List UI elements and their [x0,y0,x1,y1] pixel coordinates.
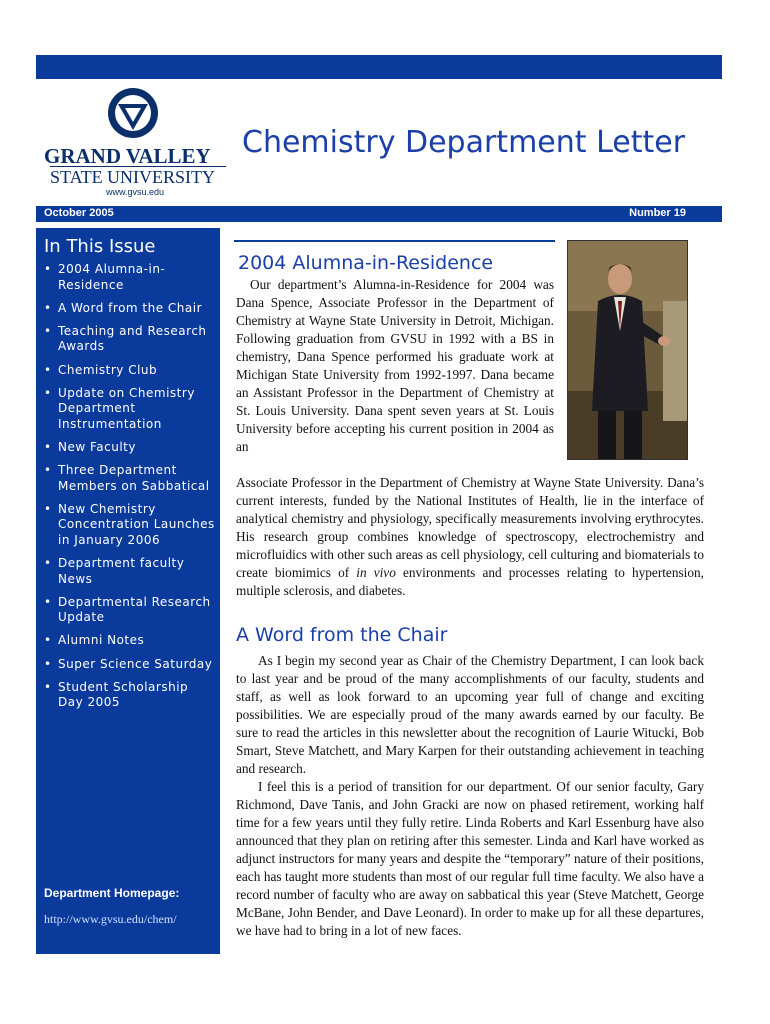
gvsu-logo [44,86,224,198]
alumna-paragraph-2 [236,474,704,600]
toc-item: • Update on Chemistry Department Instrumentation [44,386,216,433]
toc-item: • Super Science Saturday [44,657,216,673]
toc-item: • Department faculty News [44,556,216,587]
logo-text-state-university: STATE UNIVERSITY [50,166,226,188]
alumna-text-start: Associate Professor in the Department of Chemistry at Wayne State University. Dana’s current interests, funded by the National Institutes of Health, lie in the interface of analytical chemistry and physiology, specifically measurements involving erythrocytes. His research group combines knowledge of spectroscopy, electrochemistry and microfluidics with other such areas as cell physiology, cell culturing and biomaterials to create biomimics of [236,475,704,580]
issue-number: Number 19 [629,207,686,219]
speaker-photo-image [568,241,687,459]
article-title-alumna: 2004 Alumna-in-Residence [238,252,494,274]
toc-item: • Departmental Research Update [44,595,216,626]
issue-date: October 2005 [44,207,114,219]
toc-item: • A Word from the Chair [44,301,216,317]
top-banner-bar [36,55,722,79]
table-of-contents [44,262,216,718]
article-title-chair: A Word from the Chair [236,624,448,646]
date-bar [36,206,722,222]
logo-url: www.gvsu.edu [106,187,165,197]
toc-item: • Alumni Notes [44,633,216,649]
toc-item: • Student Scholarship Day 2005 [44,680,216,711]
homepage-label: Department Homepage: [44,886,180,900]
toc-item: • Three Department Members on Sabbatical [44,463,216,494]
toc-item: • New Faculty [44,440,216,456]
newsletter-title: Chemistry Department Letter [242,125,686,160]
homepage-link[interactable]: http://www.gvsu.edu/chem/ [44,912,177,926]
toc-item: • New Chemistry Concentration Launches in January 2006 [44,502,216,549]
sidebar [36,228,220,954]
chair-paragraph-2: I feel this is a period of transition for our department. Of our senior faculty, Gary Richmond, Dave Tanis, and John Gracki are now on phased retirement, working half time for a few years until they fully retire. Linda Roberts and Karl Essenburg have also announced that they plan on retiring after this semester. Linda and Karl have worked as adjunct instructors for many years and despite the “temporary” nature of their positions, each has taught more students than most of our regular full time faculty. We also have a record number of faculty who are away on sabbatical this year (Steve Matchett, George McBane, John Bender, and Dave Leonard). In order to make up for all these departures, we have had to bring in a lot of new faces. [236,779,704,938]
article-divider [234,240,555,242]
sidebar-heading: In This Issue [44,236,156,257]
alumna-paragraph-1: Our department’s Alumna-in-Residence for 2004 was Dana Spence, Associate Professor in the Department of Chemistry at Wayne State University in Detroit, Michigan. Following graduation from GVSU in 1992 with a BS in chemistry, Dana Spence performed his graduate work at Michigan State University from 1992-1997. Dana became an Assistant Professor in the Department of Chemistry at St. Louis University. Dana spent seven years at St. Louis University before accepting his current position in 2004 as an [236,277,554,454]
gvsu-emblem-icon [106,86,160,140]
chair-paragraph-1: As I begin my second year as Chair of the Chemistry Department, I can look back to last year and be proud of the many accomplishments of our faculty, students and staff, as well as look forward to an upcoming year full of change and exciting possibilities. We are especially proud of the many awards earned by our faculty. Be sure to read the articles in this newsletter about the recognition of Laurie Witucki, Bob Smart, Steve Matchett, and Mary Karpen for their outstanding achievement in teaching and research. [236,653,704,776]
toc-item: • Teaching and Research Awards [44,324,216,355]
toc-item: • 2004 Alumna-in-Residence [44,262,216,293]
speaker-photo [567,240,688,460]
toc-item: • Chemistry Club [44,363,216,379]
logo-text-grand-valley: GRAND VALLEY [44,144,211,168]
alumna-text-italic: in vivo [356,565,396,580]
alumna-text-end: environments and processes relating to hypertension, multiple sclerosis, and diabetes. [236,565,704,598]
